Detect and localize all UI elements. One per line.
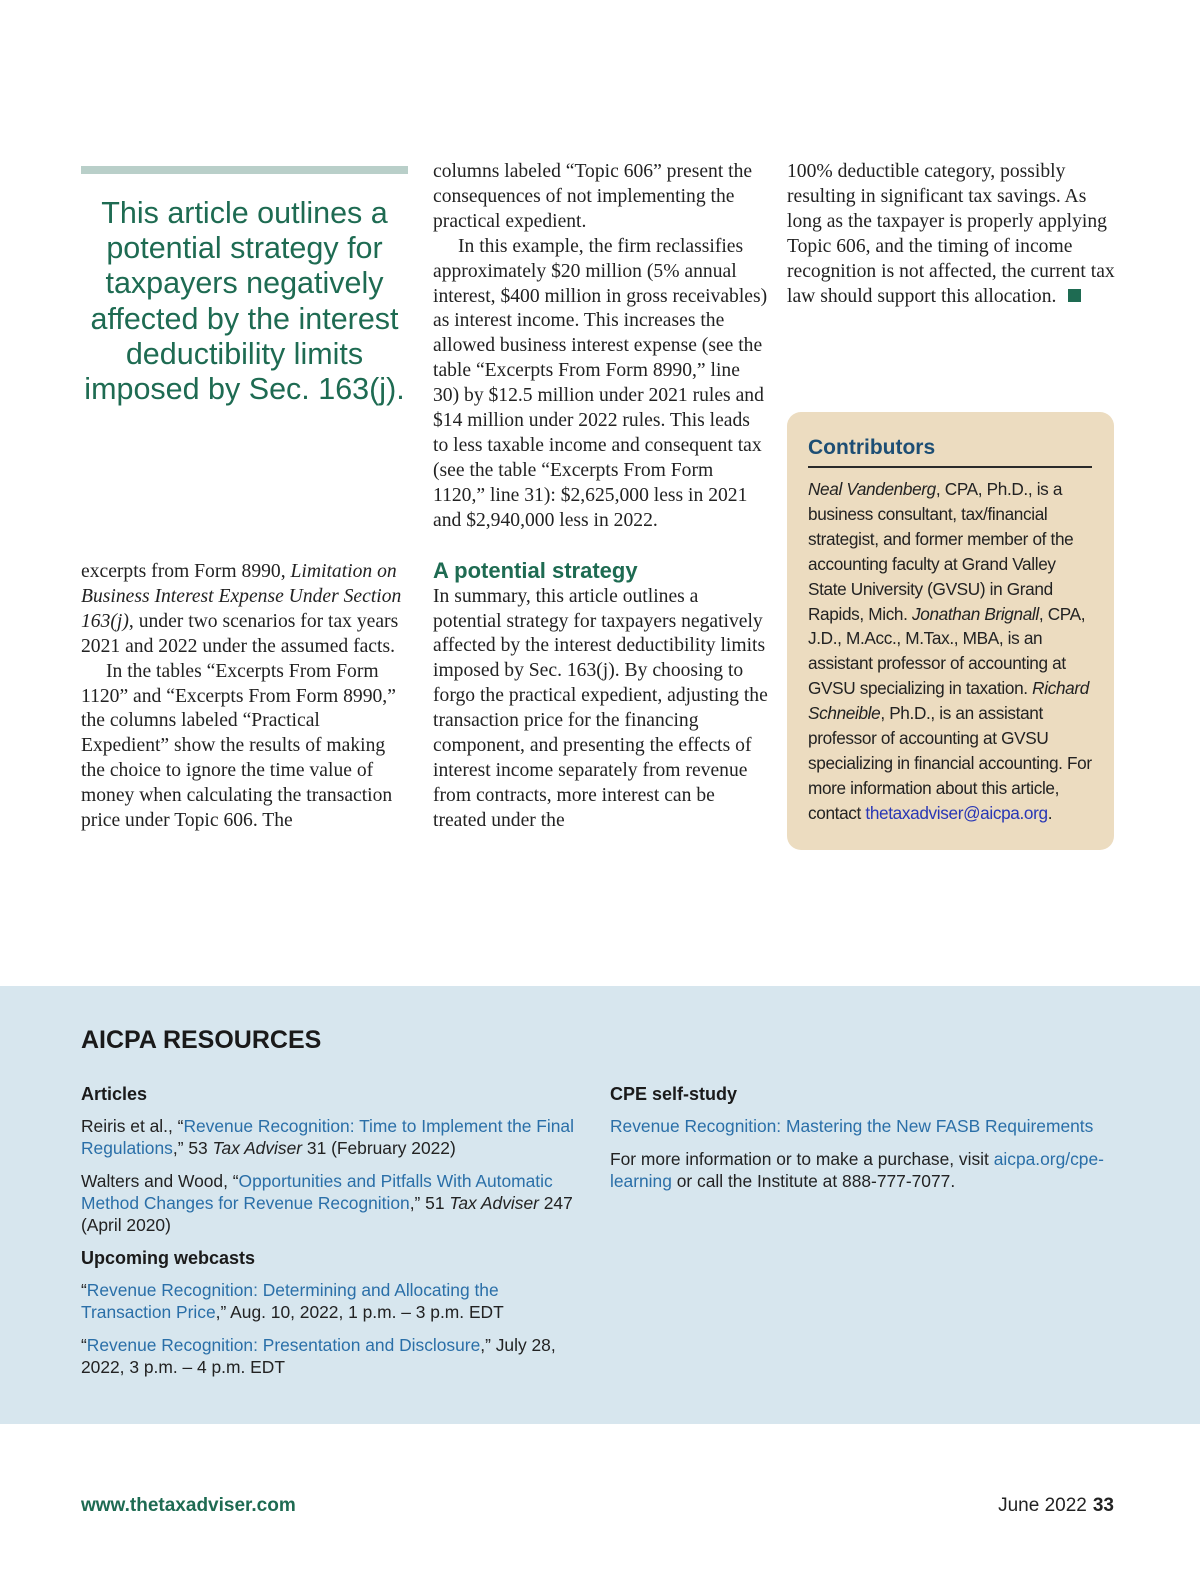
contributors-title: Contributors [808, 434, 1092, 468]
publication-name: Tax Adviser [449, 1193, 539, 1213]
text-run: Reiris et al., “ [81, 1116, 184, 1136]
page-number: 33 [1092, 1495, 1114, 1516]
cpe-course-link[interactable]: Revenue Recognition: Mastering the New FASB Requirements [610, 1116, 1094, 1136]
resource-item [610, 1115, 1110, 1137]
cpe-heading: CPE self-study [610, 1084, 738, 1104]
paragraph: In this example, the firm reclassifies approximately $20 million (5% annual interest, $400 million in gross receivables) as interest income. This increases the allowed business interest expense (see the table “Excerpts From Form 8990,” line 30) by $12.5 million under 2021 rules and $14 million under 2022 rules. This leads to less taxable income and consequent tax (see the table “Excerpts From Form 1120,” line 31): $2,625,000 less in 2021 and $2,940,000 less in 2022. [433, 235, 768, 531]
pull-quote: This article outlines a potential strategy for taxpayers negatively affected by the interest deductibility limits imposed by Sec. 163(j). [84, 196, 405, 407]
contributor-bio: , CPA, J.D., M.Acc., M.Tax., MBA, is an assistant professor of accounting at GVSU specializing in taxation. [808, 603, 1086, 699]
resources-title: AICPA RESOURCES [81, 1026, 322, 1054]
resources-left-column [81, 1083, 576, 1389]
contributor-bio: , CPA, Ph.D., is a business consultant, tax/financial strategist, and former member of the accounting faculty at Grand Valley State University (GVSU) in Grand Rapids, Mich. [808, 479, 1074, 624]
contributor-bio: , Ph.D., is an assistant professor of accounting at GVSU specializing in financial accounting. For more information about this article, contact [808, 703, 1092, 823]
publication-name: Tax Adviser [212, 1138, 303, 1158]
article-column-2 [433, 160, 768, 834]
text-run: 100% deductible category, possibly resulting in significant tax savings. As long as the taxpayer is properly applying Topic 606, and the timing of income recognition is not affected, the current tax law should support this allocation. [787, 161, 1115, 307]
text-run: 247 (April 2020) [81, 1193, 573, 1235]
resource-item [81, 1279, 576, 1323]
text-run: , under two scenarios for tax years 2021 and 2022 under the assumed facts. [81, 610, 399, 657]
resource-item [81, 1115, 576, 1159]
contributor-name: Jonathan Brignall [912, 603, 1039, 624]
text-run: ,” 51 [409, 1193, 450, 1213]
paragraph [787, 160, 1115, 309]
webcast-link[interactable]: Revenue Recognition: Determining and Allocating the Transaction Price [81, 1280, 499, 1322]
section-heading: A potential strategy [433, 557, 638, 583]
resources-right-column [610, 1083, 1110, 1203]
contributor-name: Richard Schneible [808, 678, 1089, 724]
text-run: excerpts from Form 8990, [81, 561, 291, 582]
pullquote-rule [81, 166, 408, 174]
paragraph [81, 560, 411, 660]
text-run: . [1047, 802, 1053, 823]
text-run: ,” July 28, 2022, 3 p.m. – 4 p.m. EDT [81, 1335, 556, 1377]
contributors-bio [808, 477, 1092, 826]
resource-item [81, 1170, 576, 1236]
text-run: ,” 53 [172, 1138, 213, 1158]
text-run: Walters and Wood, “ [81, 1171, 239, 1191]
issue-date: June 2022 [998, 1495, 1087, 1516]
resource-item [610, 1148, 1110, 1192]
cpe-learning-link[interactable]: aicpa.org/cpe-learning [610, 1149, 1104, 1191]
text-run: ,” Aug. 10, 2022, 1 p.m. – 3 p.m. EDT [215, 1302, 504, 1322]
end-of-article-icon [1068, 289, 1081, 302]
form-title: Limitation on Business Interest Expense Under Section 163(j) [81, 561, 402, 632]
paragraph: columns labeled “Topic 606” present the consequences of not implementing the practical expedient. [433, 161, 753, 232]
webcasts-heading: Upcoming webcasts [81, 1248, 256, 1268]
text-run: For more information or to make a purchase, visit [610, 1149, 994, 1169]
article-link[interactable]: Opportunities and Pitfalls With Automatic Method Changes for Revenue Recognition [81, 1171, 553, 1213]
footer-website[interactable]: www.thetaxadviser.com [81, 1495, 296, 1516]
article-link[interactable]: Revenue Recognition: Time to Implement the Final Regulations [81, 1116, 574, 1158]
aicpa-resources-panel [0, 986, 1200, 1424]
text-run: “ [81, 1335, 87, 1355]
paragraph: In summary, this article outlines a potential strategy for taxpayers negatively affected by the interest deductibility limits imposed by Sec. 163(j). By choosing to forgo the practical expedient, adjusting the transaction price for the financing component, and presenting the effects of interest income separately from revenue from contracts, more interest can be treated under the [433, 585, 768, 831]
text-run: 31 (February 2022) [302, 1138, 456, 1158]
paragraph: In the tables “Excerpts From Form 1120” and “Excerpts From Form 8990,” the columns labeled “Practical Expedient” show the results of making the choice to ignore the time value of money when calculating the transaction price under Topic 606. The [81, 660, 396, 832]
contributor-name: Neal Vandenberg [808, 479, 936, 499]
text-run: “ [81, 1280, 87, 1300]
webcast-link[interactable]: Revenue Recognition: Presentation and Disclosure [86, 1335, 481, 1355]
text-run: or call the Institute at 888-777-7077. [671, 1171, 956, 1191]
article-column-1 [81, 560, 411, 834]
email-link[interactable]: thetaxadviser@aicpa.org [865, 802, 1048, 823]
contributors-box [787, 412, 1114, 850]
article-column-3 [787, 160, 1115, 309]
articles-heading: Articles [81, 1084, 148, 1104]
footer-page-info [998, 1494, 1114, 1518]
resource-item [81, 1334, 576, 1378]
